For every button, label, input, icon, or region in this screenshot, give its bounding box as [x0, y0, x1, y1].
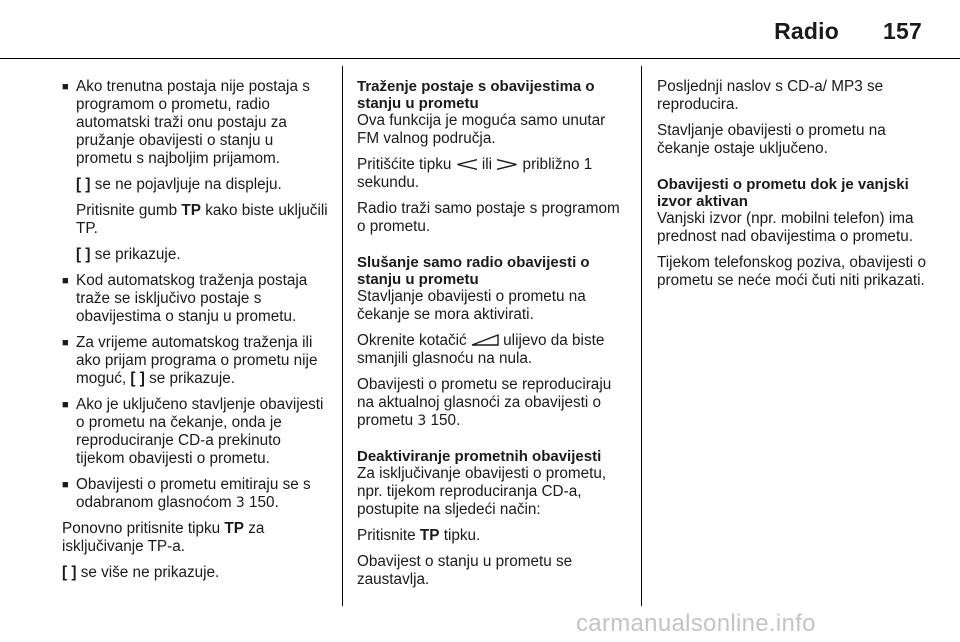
- column-1: [62, 78, 330, 590]
- tp-button-label: TP: [181, 202, 201, 219]
- paragraph-text: Okrenite kotačić: [357, 332, 471, 349]
- paragraph: Posljednji naslov s CD-a/ MP3 se reproducira.: [657, 78, 884, 113]
- column-divider-1: [342, 66, 343, 606]
- paragraph-text: 150.: [426, 412, 461, 429]
- bullet-item: [62, 476, 330, 512]
- bullet-text: se prikazuje.: [144, 370, 235, 387]
- paragraph-text: se ne pojavljuje na displeju.: [90, 176, 282, 193]
- paragraph-text: za isključivanje TP-a.: [62, 520, 265, 555]
- section-heading: Deaktiviranje prometnih obavijesti: [357, 448, 602, 465]
- paragraph: [357, 527, 627, 545]
- seek-left-icon: [456, 159, 478, 170]
- seek-right-icon: [496, 159, 518, 170]
- paragraph-text: se prikazuje.: [90, 246, 181, 263]
- paragraph: Radio traži samo postaje s programom o prometu.: [357, 200, 620, 235]
- bullet-item: [62, 334, 330, 388]
- tp-status-symbol: [ ]: [76, 246, 91, 263]
- paragraph: Stavljanje obavijesti o prometu na čekanje se mora aktivirati.: [357, 288, 586, 323]
- paragraph-text: približno 1 sekundu.: [357, 156, 593, 191]
- paragraph: [62, 520, 330, 556]
- bullet-text: Za vrijeme automatskog traženja ili ako prijam programa o prometu nije moguć,: [76, 334, 318, 387]
- paragraph: [62, 202, 330, 238]
- watermark: carmanualsonline.info: [576, 610, 816, 637]
- paragraph-text: kako biste uključili TP.: [76, 202, 328, 237]
- paragraph-text: se više ne prikazuje.: [76, 564, 220, 581]
- paragraph: [62, 176, 330, 194]
- column-2: [357, 78, 627, 597]
- page-reference-icon: 3: [235, 495, 245, 511]
- tp-status-symbol: [ ]: [76, 176, 91, 193]
- tp-status-symbol: [ ]: [130, 370, 145, 387]
- bullet-item: ■ Ako je uključeno stavljenje obavijesti o prometu na čekanje, onda je reproduciranje CD-a prekinuto tijekom obavijesti o prometu.: [62, 396, 330, 468]
- paragraph-text: tipku.: [439, 527, 481, 544]
- paragraph: [357, 156, 627, 192]
- paragraph: [62, 564, 330, 582]
- paragraph-text: Ponovno pritisnite tipku: [62, 520, 225, 537]
- paragraph: Stavljanje obavijesti o prometu na čekanje ostaje uključeno.: [657, 122, 886, 157]
- paragraph-text: Pritisnite gumb: [76, 202, 182, 219]
- column-divider-2: [641, 66, 642, 606]
- paragraph: [62, 246, 330, 264]
- volume-knob-icon: [471, 334, 499, 346]
- bullet-text: 150.: [244, 494, 279, 511]
- tp-status-symbol: [ ]: [62, 564, 77, 581]
- section-title: Radio: [774, 18, 840, 44]
- paragraph-text: ulijevo da biste smanjili glasnoću na nula.: [357, 332, 605, 367]
- tp-button-label: TP: [419, 527, 440, 544]
- paragraph: Ova funkcija je moguća samo unutar FM valnog područja.: [357, 112, 606, 147]
- bullet-item: ■ Ako trenutna postaja nije postaja s programom o prometu, radio automatski traži onu postaju za pružanje obavijesti o stanju u prometu s najboljim prijamom.: [62, 78, 330, 168]
- paragraph: Tijekom telefonskog poziva, obavijesti o prometu se neće moći čuti niti prikazati.: [657, 254, 926, 289]
- tp-button-label: TP: [224, 520, 244, 537]
- header-rule: [0, 58, 960, 59]
- paragraph-text: Pritišćite tipku: [357, 156, 456, 173]
- paragraph: Za isključivanje obavijesti o prometu, npr. tijekom reproduciranja CD-a, postupite na sljedeći način:: [357, 465, 607, 518]
- paragraph-text: Obavijesti o prometu se reproduciraju na aktualnoj glasnoći za obavijesti o prometu: [357, 376, 612, 429]
- paragraph: Vanjski izvor (npr. mobilni telefon) ima prednost nad obavijestima o prometu.: [657, 210, 914, 245]
- section-heading: Traženje postaje s obavijestima o stanju u prometu: [357, 78, 595, 112]
- paragraph: [357, 376, 627, 430]
- paragraph-text: Pritisnite: [357, 527, 420, 544]
- column-3: [657, 78, 939, 298]
- bullet-text: Obavijesti o prometu emitiraju se s odabranom glasnoćom: [76, 476, 311, 511]
- paragraph: [357, 332, 627, 368]
- paragraph: Obavijest o stanju u prometu se zaustavlja.: [357, 553, 573, 588]
- section-heading: Slušanje samo radio obavijesti o stanju u prometu: [357, 254, 590, 288]
- bullet-item: ■ Kod automatskog traženja postaja traže se isključivo postaje s obavijestima o stanju u prometu.: [62, 272, 330, 326]
- page-header: [774, 18, 922, 45]
- paragraph-text: ili: [477, 156, 497, 173]
- page-reference-icon: 3: [417, 413, 427, 429]
- page-number: 157: [883, 18, 922, 44]
- section-heading: Obavijesti o prometu dok je vanjski izvor aktivan: [657, 176, 909, 210]
